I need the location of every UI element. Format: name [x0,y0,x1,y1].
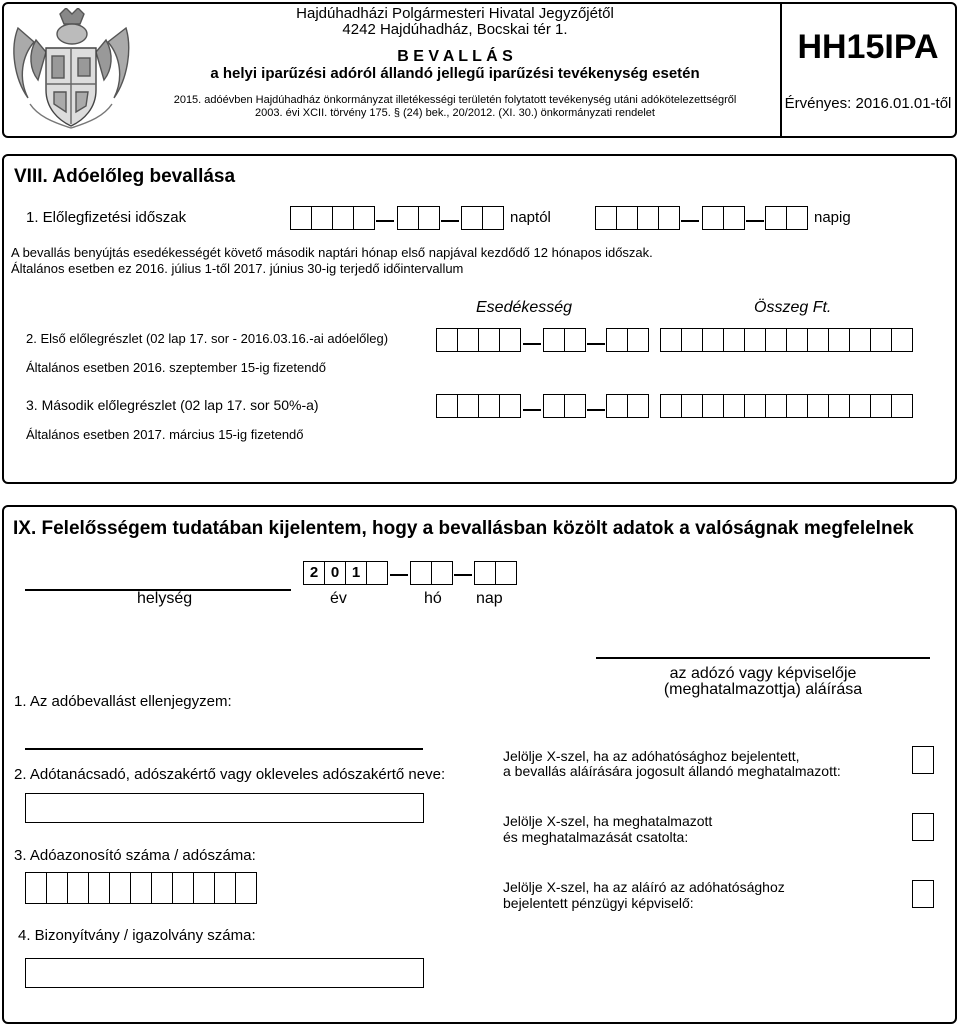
check1-line2: a bevallás aláírására jogosult állandó meghatalmazott: [503,763,841,779]
year-digit-2: 0 [324,561,345,585]
digit-box[interactable] [482,206,504,230]
check2-line2: és meghatalmazását csatolta: [503,829,689,845]
period-from-year[interactable] [290,206,375,232]
from-label: naptól [510,209,551,226]
digit-box[interactable] [786,206,808,230]
digit-box[interactable] [478,394,499,418]
digit-box[interactable] [88,872,109,904]
header-office: Hajdúhadházi Polgármesteri Hivatal Jegyzőjétől [296,5,614,22]
digit-box[interactable] [595,206,616,230]
digit-box[interactable] [499,328,521,352]
digit-box[interactable] [870,328,891,352]
digit-box[interactable] [891,328,913,352]
digit-box[interactable] [660,328,681,352]
header-subject: a helyi iparűzési adóról állandó jellegű iparűzési tevékenység esetén [210,65,700,82]
date-separator [376,220,394,222]
digit-box[interactable] [130,872,151,904]
digit-box[interactable] [495,561,517,585]
header-law-line: 2003. évi XCII. törvény 175. § (24) bek., 20/2012. (XI. 30.) önkormányzati rendelet [255,107,655,119]
financial-representative-checkbox[interactable] [912,880,934,908]
header-doc-type: B E V A L L Á S [397,48,513,65]
digit-box[interactable] [436,394,457,418]
first-due-year[interactable] [436,328,521,354]
digit-box[interactable] [564,328,586,352]
cert-label: 4. Bizonyítvány / igazolvány száma: [18,927,256,944]
date-separator [587,409,605,411]
month-label: hó [424,590,442,607]
digit-box[interactable] [418,206,440,230]
digit-box[interactable] [807,328,828,352]
first-due-month[interactable] [543,328,586,354]
digit-box[interactable] [870,394,891,418]
header-period-line: 2015. adóévben Hajdúhadház önkormányzat illetékességi területén folytatott tevékenység utáni adókötelezettségről [173,94,737,106]
digit-box[interactable] [397,206,418,230]
place-label: helység [137,590,193,607]
form-code: HH15IPA [797,28,939,66]
date-separator [441,220,459,222]
digit-box[interactable] [457,328,478,352]
digit-box[interactable] [658,206,680,230]
digit-box[interactable] [849,328,870,352]
first-amount[interactable] [660,328,913,354]
taxid-boxes[interactable] [25,872,257,904]
digit-box[interactable] [849,394,870,418]
digit-box[interactable] [290,206,311,230]
digit-box[interactable] [332,206,353,230]
digit-box[interactable] [606,394,627,418]
check2-line1: Jelölje X-szel, ha meghatalmazott [503,813,713,829]
check3-line2: bejelentett pénzügyi képviselő: [503,895,694,911]
digit-box[interactable] [637,206,658,230]
digit-box[interactable] [151,872,172,904]
digit-box[interactable] [543,328,564,352]
digit-box[interactable] [891,394,913,418]
cert-number-input[interactable] [25,958,424,988]
digit-box[interactable] [744,394,765,418]
digit-box[interactable] [765,206,786,230]
digit-box[interactable] [46,872,67,904]
period-note-2: Általános esetben ez 2016. július 1-től 2017. június 30-ig terjedő időintervallum [11,261,464,276]
year-digit-1: 2 [303,561,324,585]
period-note-1: A bevallás benyújtás esedékességét követő második naptári hónap első napjával kezdődő 12 hónapos időszak. [11,245,653,260]
first-due-day[interactable] [606,328,649,354]
digit-box[interactable] [744,328,765,352]
digit-box[interactable] [765,394,786,418]
second-installment-label: 3. Második előlegrészlet (02 lap 17. sor 50%-a) [26,397,319,413]
taxid-label: 3. Adóazonosító száma / adószáma: [14,847,256,864]
digit-box[interactable] [410,561,431,585]
authorization-attached-checkbox[interactable] [912,813,934,841]
due-column-header: Esedékesség [476,299,573,316]
signature-label-2: (meghatalmazottja) aláírása [663,681,863,698]
second-due-year[interactable] [436,394,521,420]
second-installment-note: Általános esetben 2017. március 15-ig fizetendő [26,427,304,442]
date-separator [390,574,408,576]
first-installment-label: 2. Első előlegrészlet (02 lap 17. sor - 2016.03.16.-ai adóelőleg) [26,331,389,346]
digit-box[interactable] [478,328,499,352]
date-separator [587,343,605,345]
first-installment-note: Általános esetben 2016. szeptember 15-ig fizetendő [26,360,326,375]
digit-box[interactable] [564,394,586,418]
digit-box[interactable] [606,328,627,352]
date-month[interactable] [410,561,453,587]
digit-box[interactable] [627,394,649,418]
digit-box[interactable] [214,872,235,904]
digit-box[interactable] [193,872,214,904]
signature-label-1: az adózó vagy képviselője [669,665,857,682]
countersign-label: 1. Az adóbevallást ellenjegyzem: [14,693,232,710]
digit-box[interactable] [109,872,130,904]
date-year[interactable] [303,561,388,587]
coat-of-arms-icon [8,8,133,130]
day-label: nap [476,590,503,607]
check1-line1: Jelölje X-szel, ha az adóhatósághoz bejelentett, [503,748,800,764]
to-label: napig [814,209,851,226]
advisor-top-line [25,748,423,750]
digit-box[interactable] [235,872,257,904]
date-separator [681,220,699,222]
digit-box[interactable] [702,328,723,352]
digit-box[interactable] [436,328,457,352]
digit-box[interactable] [543,394,564,418]
second-due-day[interactable] [606,394,649,420]
digit-box[interactable] [474,561,495,585]
section9-title: IX. Felelősségem tudatában kijelentem, hogy a bevallásban közölt adatok a valóságnak megfelelnek [13,518,914,539]
digit-box[interactable] [702,206,723,230]
advisor-label: 2. Adótanácsadó, adószakértő vagy okleveles adószakértő neve: [14,766,446,783]
digit-box[interactable] [681,328,702,352]
digit-box[interactable] [807,394,828,418]
digit-box[interactable] [723,206,745,230]
period-to-day[interactable] [765,206,808,232]
digit-box[interactable] [660,394,681,418]
period-to-month[interactable] [702,206,745,232]
period-to-year[interactable] [595,206,680,232]
date-separator [454,574,472,576]
second-due-month[interactable] [543,394,586,420]
digit-box[interactable] [431,561,453,585]
permanent-representative-checkbox[interactable] [912,746,934,774]
date-separator [746,220,764,222]
digit-box[interactable] [499,394,521,418]
digit-box[interactable] [353,206,375,230]
second-amount[interactable] [660,394,913,420]
date-day[interactable] [474,561,517,587]
digit-box[interactable] [723,328,744,352]
digit-box[interactable] [461,206,482,230]
header-divider [780,3,782,137]
advance-period-label: 1. Előlegfizetési időszak [26,209,187,226]
digit-box[interactable] [828,394,849,418]
digit-box[interactable] [723,394,744,418]
year-label: év [330,590,347,607]
digit-box[interactable] [765,328,786,352]
year-digit-4[interactable] [366,561,388,585]
section8-title: VIII. Adóelőleg bevallása [14,166,236,187]
digit-box[interactable] [828,328,849,352]
digit-box[interactable] [786,328,807,352]
digit-box[interactable] [616,206,637,230]
date-separator [523,343,541,345]
digit-box[interactable] [172,872,193,904]
header-address: 4242 Hajdúhadház, Bocskai tér 1. [342,21,568,38]
period-from-month[interactable] [397,206,440,232]
digit-box[interactable] [457,394,478,418]
digit-box[interactable] [67,872,88,904]
date-separator [523,409,541,411]
digit-box[interactable] [702,394,723,418]
digit-box[interactable] [25,872,46,904]
digit-box[interactable] [681,394,702,418]
signature-line[interactable] [596,657,930,659]
period-from-day[interactable] [461,206,504,232]
digit-box[interactable] [311,206,332,230]
advisor-name-input[interactable] [25,793,424,823]
amount-column-header: Összeg Ft. [754,299,832,316]
check3-line1: Jelölje X-szel, ha az aláíró az adóhatósághoz [503,879,785,895]
year-digit-3: 1 [345,561,366,585]
digit-box[interactable] [627,328,649,352]
valid-from: Érvényes: 2016.01.01-től [784,95,952,112]
digit-box[interactable] [786,394,807,418]
